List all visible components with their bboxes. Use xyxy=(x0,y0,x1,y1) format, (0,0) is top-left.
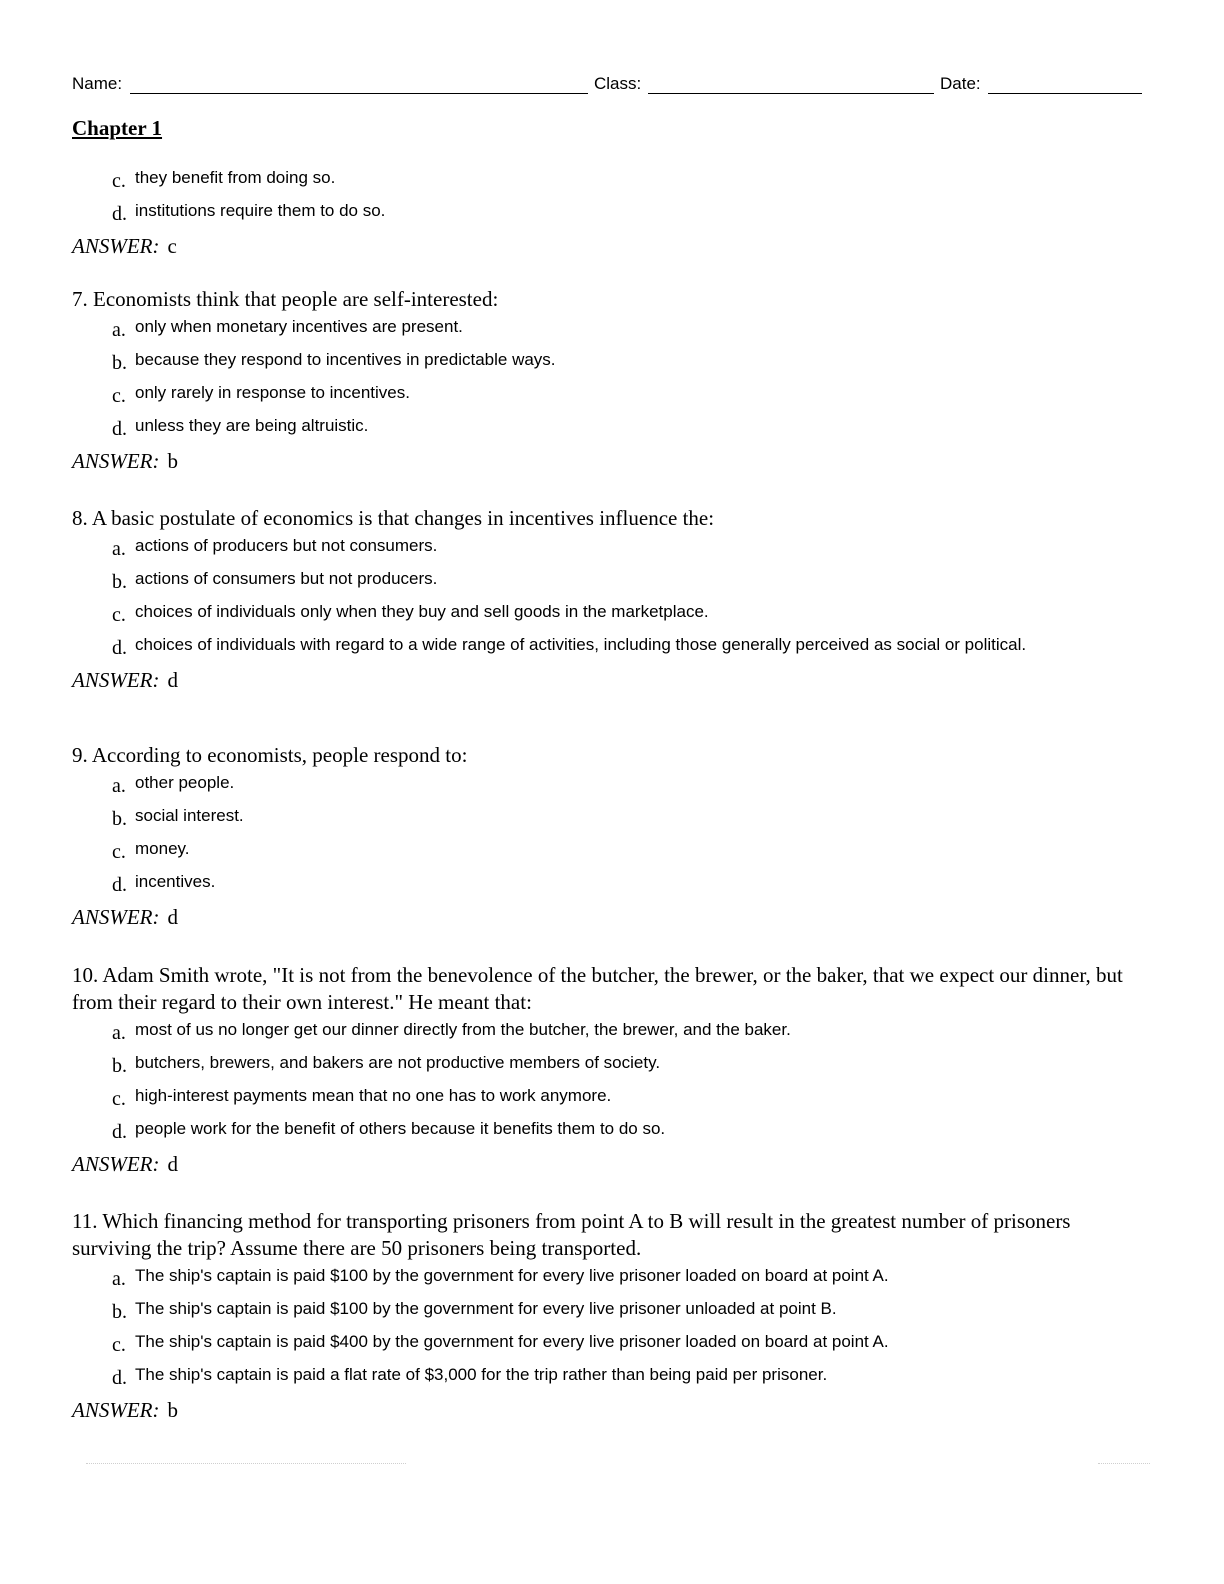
option-text: social interest. xyxy=(135,806,244,825)
answer-line xyxy=(72,449,1152,474)
class-blank-line xyxy=(648,93,934,94)
option-list xyxy=(72,771,1152,896)
answer-value: d xyxy=(167,905,178,929)
option-text: The ship's captain is paid $100 by the government for every live prisoner unloaded at point B. xyxy=(135,1299,837,1318)
option-text: only when monetary incentives are present. xyxy=(135,317,463,336)
option-c xyxy=(72,1084,1152,1110)
date-label: Date: xyxy=(940,74,981,93)
option-c xyxy=(72,837,1152,863)
option-text: actions of consumers but not producers. xyxy=(135,569,438,588)
question-7 xyxy=(72,286,1152,474)
option-letter: b. xyxy=(112,808,127,830)
question-text: 8. A basic postulate of economics is that changes in incentives influence the: xyxy=(72,506,715,530)
option-letter: d. xyxy=(112,1121,127,1143)
option-a xyxy=(72,534,1152,560)
option-b xyxy=(72,348,1152,374)
answer-label: ANSWER: xyxy=(72,1398,160,1422)
chapter-title: Chapter 1 xyxy=(72,116,163,140)
option-letter: a. xyxy=(112,538,126,560)
option-text: high-interest payments mean that no one has to work anymore. xyxy=(135,1086,612,1105)
answer-label: ANSWER: xyxy=(72,234,160,258)
question-text: 7. Economists think that people are self-interested: xyxy=(72,287,499,311)
question-continued xyxy=(72,164,1152,259)
answer-line xyxy=(72,905,1152,930)
option-letter: b. xyxy=(112,352,127,374)
answer-value: d xyxy=(167,668,178,692)
option-letter: a. xyxy=(112,775,126,797)
option-text: money. xyxy=(135,839,190,858)
option-text: because they respond to incentives in predictable ways. xyxy=(135,350,556,369)
option-a xyxy=(72,315,1152,341)
answer-label: ANSWER: xyxy=(72,668,160,692)
option-text: only rarely in response to incentives. xyxy=(135,383,410,402)
option-letter: d. xyxy=(112,203,127,225)
answer-label: ANSWER: xyxy=(72,449,160,473)
option-letter: b. xyxy=(112,1055,127,1077)
option-d xyxy=(72,633,1152,659)
option-list xyxy=(72,1264,1152,1389)
option-b xyxy=(72,567,1152,593)
option-text: choices of individuals with regard to a wide range of activities, including those generally perceived as social or political. xyxy=(135,635,1027,654)
answer-line xyxy=(72,234,1152,259)
option-letter: c. xyxy=(112,604,126,626)
footer-page-number-faint xyxy=(1098,1463,1150,1470)
option-d xyxy=(72,199,1152,225)
option-c xyxy=(72,166,1152,192)
question-9 xyxy=(72,742,1152,930)
option-letter: b. xyxy=(112,571,127,593)
option-letter: c. xyxy=(112,1334,126,1356)
option-list xyxy=(72,534,1152,659)
option-c xyxy=(72,600,1152,626)
answer-label: ANSWER: xyxy=(72,1152,160,1176)
option-d xyxy=(72,870,1152,896)
option-letter: d. xyxy=(112,1367,127,1389)
option-a xyxy=(72,1018,1152,1044)
answer-value: b xyxy=(167,449,178,473)
option-letter: d. xyxy=(112,418,127,440)
option-text: butchers, brewers, and bakers are not productive members of society. xyxy=(135,1053,661,1072)
option-c xyxy=(72,381,1152,407)
answer-value: b xyxy=(167,1398,178,1422)
class-label: Class: xyxy=(594,74,642,93)
date-blank-line xyxy=(988,93,1142,94)
option-a xyxy=(72,1264,1152,1290)
option-letter: c. xyxy=(112,170,126,192)
question-11 xyxy=(72,1208,1152,1423)
option-text: institutions require them to do so. xyxy=(135,201,386,220)
name-label: Name: xyxy=(72,74,123,93)
option-d xyxy=(72,1117,1152,1143)
question-text: 11. Which financing method for transporting prisoners from point A to B will result in the greatest number of prisoners surviving the trip? Assume there are 50 prisoners being transported. xyxy=(72,1209,1071,1260)
option-c xyxy=(72,1330,1152,1356)
answer-value: c xyxy=(167,234,177,258)
option-text: they benefit from doing so. xyxy=(135,168,336,187)
option-letter: a. xyxy=(112,319,126,341)
option-b xyxy=(72,1297,1152,1323)
answer-line xyxy=(72,668,1152,693)
option-letter: d. xyxy=(112,874,127,896)
option-text: people work for the benefit of others because it benefits them to do so. xyxy=(135,1119,666,1138)
option-letter: a. xyxy=(112,1022,126,1044)
option-d xyxy=(72,414,1152,440)
page-header xyxy=(72,72,1144,96)
question-10 xyxy=(72,962,1152,1177)
answer-line xyxy=(72,1398,1152,1423)
option-letter: d. xyxy=(112,637,127,659)
option-letter: c. xyxy=(112,841,126,863)
option-letter: b. xyxy=(112,1301,127,1323)
option-text: The ship's captain is paid a flat rate of $3,000 for the trip rather than being paid per prisoner. xyxy=(135,1365,828,1384)
answer-value: d xyxy=(167,1152,178,1176)
name-blank-line xyxy=(130,93,588,94)
footer-copyright-faint xyxy=(86,1463,406,1470)
option-text: choices of individuals only when they buy and sell goods in the marketplace. xyxy=(135,602,709,621)
option-text: The ship's captain is paid $100 by the government for every live prisoner loaded on board at point A. xyxy=(135,1266,889,1285)
option-letter: c. xyxy=(112,385,126,407)
question-8 xyxy=(72,505,1152,693)
option-letter: c. xyxy=(112,1088,126,1110)
option-text: incentives. xyxy=(135,872,216,891)
option-text: other people. xyxy=(135,773,235,792)
answer-label: ANSWER: xyxy=(72,905,160,929)
option-b xyxy=(72,1051,1152,1077)
question-text: 9. According to economists, people respond to: xyxy=(72,743,468,767)
option-text: The ship's captain is paid $400 by the government for every live prisoner loaded on board at point A. xyxy=(135,1332,889,1351)
option-text: most of us no longer get our dinner directly from the butcher, the brewer, and the baker. xyxy=(135,1020,791,1039)
option-list xyxy=(72,315,1152,440)
option-list xyxy=(72,1018,1152,1143)
option-letter: a. xyxy=(112,1268,126,1290)
option-text: unless they are being altruistic. xyxy=(135,416,369,435)
answer-line xyxy=(72,1152,1152,1177)
option-text: actions of producers but not consumers. xyxy=(135,536,438,555)
option-b xyxy=(72,804,1152,830)
option-d xyxy=(72,1363,1152,1389)
option-a xyxy=(72,771,1152,797)
option-list xyxy=(72,166,1152,225)
question-text: 10. Adam Smith wrote, "It is not from the benevolence of the butcher, the brewer, or the baker, that we expect our dinner, but from their regard to their own interest." He meant that: xyxy=(72,963,1123,1014)
